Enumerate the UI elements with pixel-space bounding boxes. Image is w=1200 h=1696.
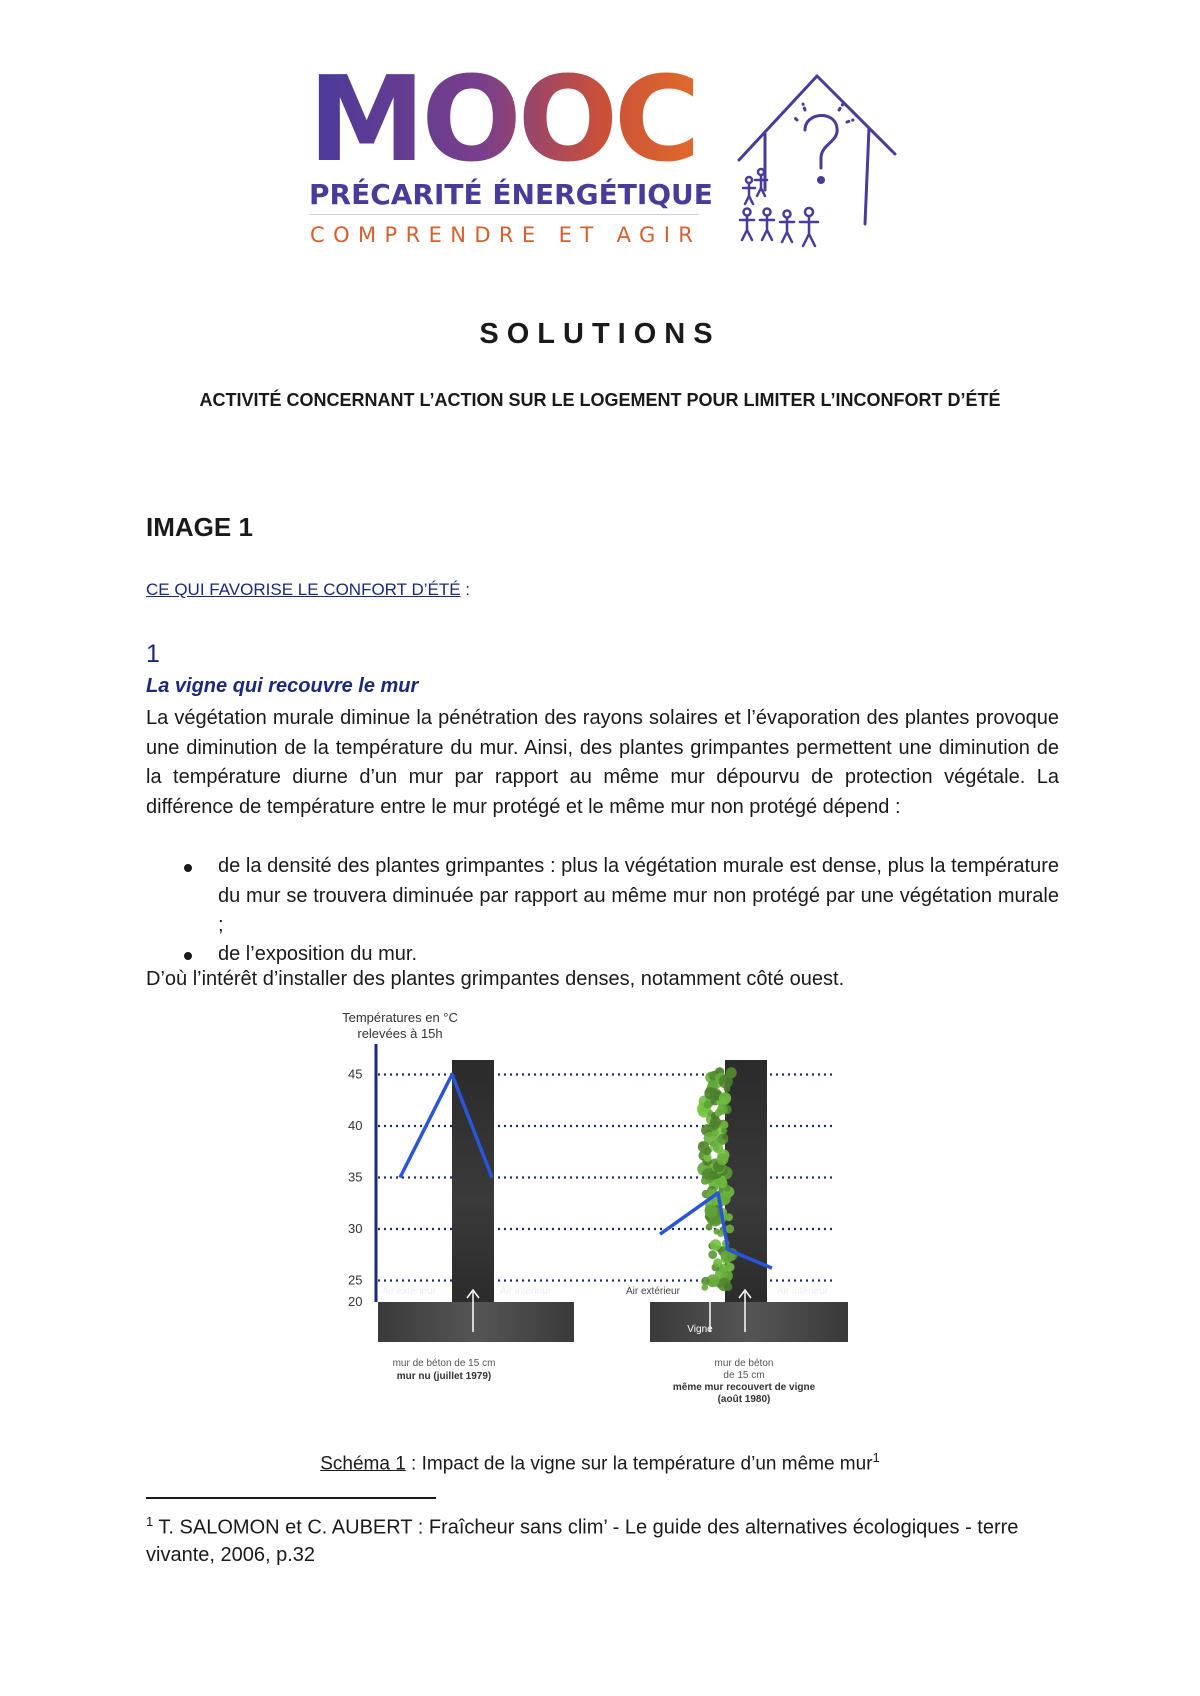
y-tick-label: 30 xyxy=(348,1221,363,1236)
wall-label-right-2: de 15 cm xyxy=(723,1370,765,1381)
footnote-divider xyxy=(146,1497,436,1499)
image-heading: IMAGE 1 xyxy=(146,512,253,542)
section-heading-colon: : xyxy=(460,580,471,599)
item-paragraph: La végétation murale diminue la pénétration des rayons solaires et l’évaporation des plantes provoque une diminution de la température du mur. Ainsi, des plantes grimpantes permettent une diminution de la température diurne d’un mur par rapport au même mur dépourvu de protection végétale. La différence de température entre le mur protégé et le même mur non protégé dépend : xyxy=(146,707,1059,818)
logo-tagline-2: COMPRENDRE ET AGIR xyxy=(310,223,702,247)
label-vine: Vigne xyxy=(687,1324,713,1335)
wall-temperature-diagram xyxy=(330,1002,870,1442)
house-with-question-mark-and-people-icon xyxy=(735,72,905,257)
ground-left xyxy=(378,1302,574,1342)
figure-caption xyxy=(0,1450,1200,1475)
section-heading-text: CE QUI FAVORISE LE CONFORT D’ÉTÉ xyxy=(146,580,461,599)
axis-title-line-2: relevées à 15h xyxy=(357,1026,443,1041)
bullet-icon xyxy=(184,952,192,960)
label-air-int-right: Air intérieur xyxy=(777,1286,829,1297)
wall-label-right-1: mur de béton xyxy=(714,1358,774,1369)
y-tick-label: 35 xyxy=(348,1169,363,1185)
bullet-text: de la densité des plantes grimpantes : plus la végétation murale est dense, plus la température du mur se trouvera diminuée par rapport au même mur non protégé par une végétation murale ; xyxy=(218,855,1059,936)
wall-label-right-4: (août 1980) xyxy=(717,1394,771,1405)
page-title: SOLUTIONS xyxy=(479,318,721,350)
logo-divider xyxy=(309,214,699,215)
bullet-text: de l’exposition du mur. xyxy=(218,943,418,965)
wall-label-left-1: mur de béton de 15 cm xyxy=(392,1358,496,1369)
caption-text: : Impact de la vigne sur la température d’un même mur xyxy=(405,1453,873,1475)
y-tick-label: 25 xyxy=(348,1272,363,1288)
axis-title-line-1: Températures en °C xyxy=(342,1010,458,1025)
caption-label: Schéma 1 xyxy=(320,1453,406,1475)
footnote xyxy=(146,1508,1059,1569)
wall-with-vine xyxy=(725,1060,767,1342)
logo-mooc-wordmark: MOOC xyxy=(308,50,697,188)
label-air-ext-right: Air extérieur xyxy=(626,1286,680,1297)
item-number: 1 xyxy=(146,640,160,668)
ground-right xyxy=(650,1302,848,1342)
logo-tagline-1: PRÉCARITÉ ÉNERGÉTIQUE xyxy=(309,178,713,211)
bullet-icon xyxy=(184,864,192,872)
section-heading xyxy=(146,580,470,600)
item-title: La vigne qui recouvre le mur xyxy=(146,675,419,697)
label-air-int-left: Air intérieur xyxy=(500,1286,552,1297)
footnote-text: T. SALOMON et C. AUBERT : Fraîcheur sans clim’ - Le guide des alternatives écologiques - terre vivante, 2006, p.32 xyxy=(146,1516,1019,1566)
y-tick-label: 40 xyxy=(348,1118,363,1133)
page-subtitle: ACTIVITÉ CONCERNANT L’ACTION SUR LE LOGEMENT POUR LIMITER L’INCONFORT D’ÉTÉ xyxy=(199,390,1001,410)
y-tick-label: 20 xyxy=(348,1294,363,1309)
caption-footnote-ref: 1 xyxy=(872,1450,880,1465)
wall-label-left-2: mur nu (juillet 1979) xyxy=(396,1371,492,1382)
wall-label-right-3: même mur recouvert de vigne xyxy=(672,1382,816,1393)
list-item xyxy=(146,852,1059,941)
list-item xyxy=(146,940,1059,970)
y-tick-label: 45 xyxy=(348,1066,363,1082)
footnote-ref: 1 xyxy=(146,1514,154,1529)
label-air-ext-left: Air extérieur xyxy=(382,1286,436,1297)
item-conclusion: D’où l’intérêt d’installer des plantes grimpantes denses, notamment côté ouest. xyxy=(146,968,845,990)
